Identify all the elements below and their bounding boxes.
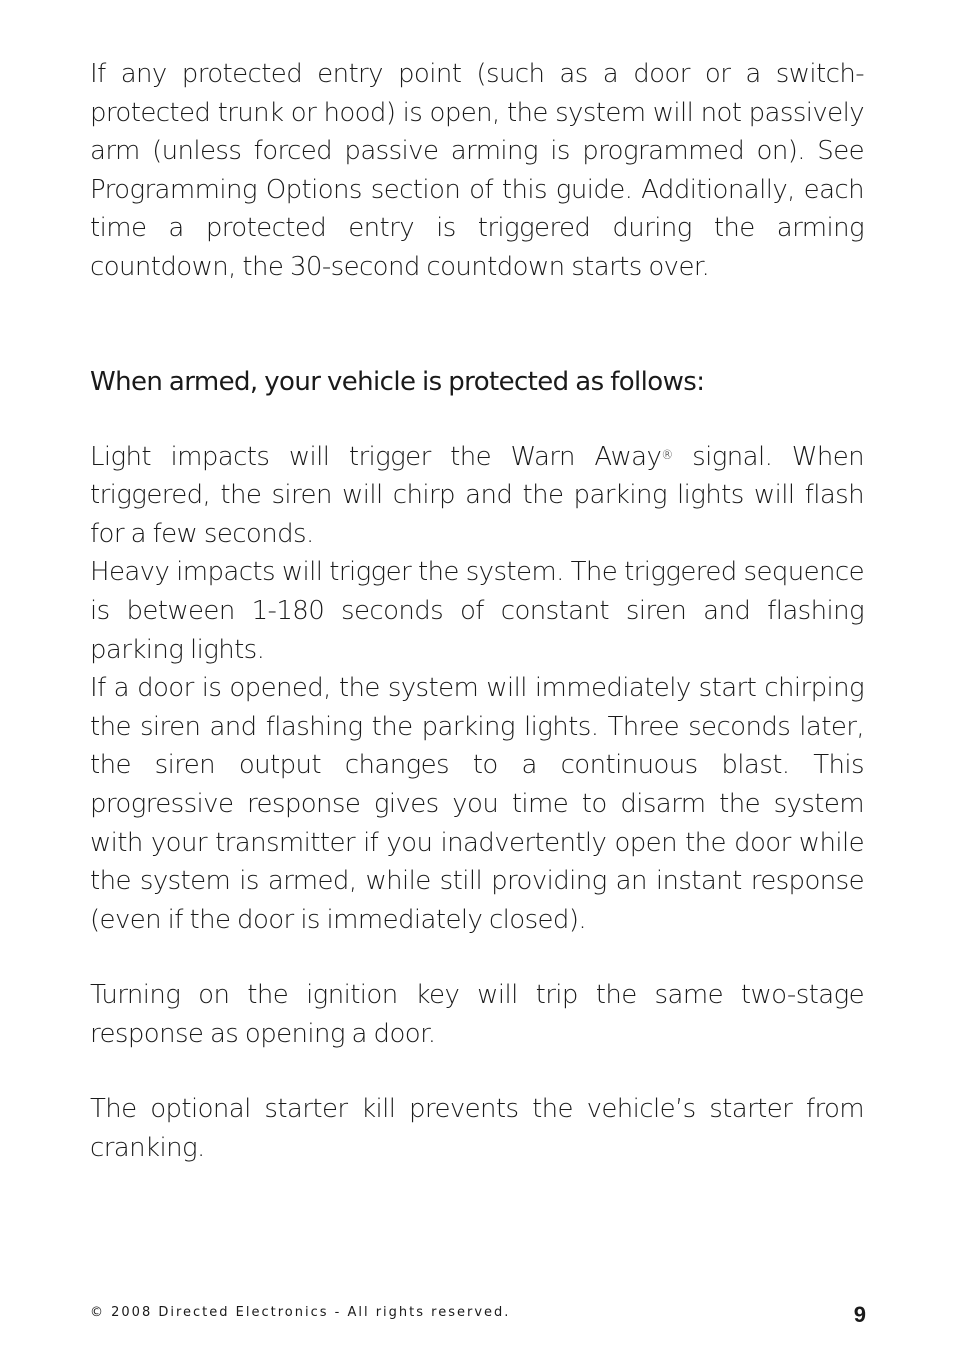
registered-mark: ® — [661, 447, 673, 462]
heavy-impacts-paragraph: Heavy impacts will trigger the system. The triggered sequence is between 1-180 seconds of constant siren and flashing parking lights. — [90, 557, 864, 665]
ignition-paragraph: Turning on the ignition key will trip the same two-stage response as opening a door. — [90, 980, 864, 1049]
section-heading: When armed, your vehicle is protected as follows: — [90, 366, 705, 397]
light-impacts-text-continued: signal. When triggered, the siren will chirp and the parking lights will flash for a few seconds. — [90, 441, 864, 549]
light-impacts-text: Light impacts will trigger the Warn Away — [90, 441, 662, 472]
door-opened-paragraph: If a door is opened, the system will immediately start chirping the siren and flashing the parking lights. Three seconds later, the siren output changes to a continuous blast. This progressive response gives you time to disarm the system with your transmitter if you inadvertently open the door while the system is armed, while still providing an instant response (even if the door is immediately closed). — [90, 673, 864, 935]
page-number: 9 — [853, 1302, 866, 1327]
copyright-footer: © 2008 Directed Electronics - All rights reserved. — [90, 1305, 511, 1320]
light-impacts-paragraph — [90, 438, 864, 554]
starter-kill-paragraph: The optional starter kill prevents the vehicle’s starter from cranking. — [90, 1094, 864, 1164]
intro-paragraph: If any protected entry point (such as a door or a switch-protected trunk or hood) is open, the system will not passively arm (unless forced passive arming is programmed on). See Programming Options section of this guide. Additionally, each time a protected entry is triggered during the arming countdown, the 30-second countdown starts over. — [90, 59, 864, 282]
page-content — [90, 55, 864, 1168]
